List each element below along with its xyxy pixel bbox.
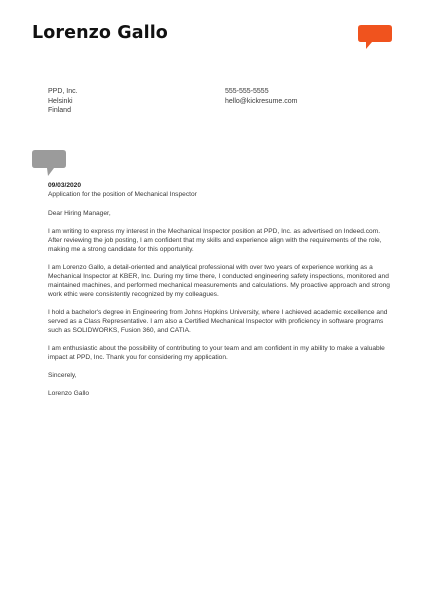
letter-paragraph: I hold a bachelor's degree in Engineering from Johns Hopkins University, where I achieved academic excellence and served as a Class Representative. I am also a Certified Mechanical Inspector with proficiency in software programs such as SOLIDWORKS, Fusion 360, and CATIA. — [48, 309, 388, 334]
letter-body — [48, 181, 394, 407]
letter-salutation: Dear Hiring Manager, — [48, 210, 111, 217]
recipient-city: Helsinki — [48, 97, 73, 105]
applicant-name: Lorenzo Gallo — [32, 23, 168, 43]
letter-paragraph: I am writing to express my interest in the Mechanical Inspector position at PPD, Inc. as advertised on Indeed.com. After reviewing the job posting, I am confident that my skills and experience align with the requirements of the role, making me a strong candidate for this opportunity. — [48, 228, 382, 253]
sender-email: hello@kickresume.com — [225, 97, 298, 105]
letter-signature: Lorenzo Gallo — [48, 390, 90, 397]
letter-closing: Sincerely, — [48, 372, 77, 379]
recipient-address — [48, 87, 78, 116]
recipient-company: PPD, Inc. — [48, 88, 78, 95]
recipient-country: Finland — [48, 107, 71, 114]
sender-contact — [225, 87, 297, 106]
letter-paragraph: I am enthusiastic about the possibility of contributing to your team and am confident in my ability to make a valuable impact at PPD, Inc. Thank you for considering my application. — [48, 345, 385, 361]
letter-subject: Application for the position of Mechanical Inspector — [48, 191, 197, 198]
speech-bubble-icon — [358, 25, 392, 50]
letter-date: 09/03/2020 — [48, 182, 82, 189]
sender-phone: 555-555-5555 — [225, 88, 269, 95]
letter-paragraph: I am Lorenzo Gallo, a detail-oriented and analytical professional with over two years of experience working as a Mechanical Inspector at KBER, Inc. During my time there, I conducted engineering safety inspections, monitored and maintained machines, and performed mechanical measurements and calculations. My proactive approach and strong work ethic were consistently recognized by my colleagues. — [48, 264, 390, 298]
speech-bubble-icon — [32, 150, 66, 177]
